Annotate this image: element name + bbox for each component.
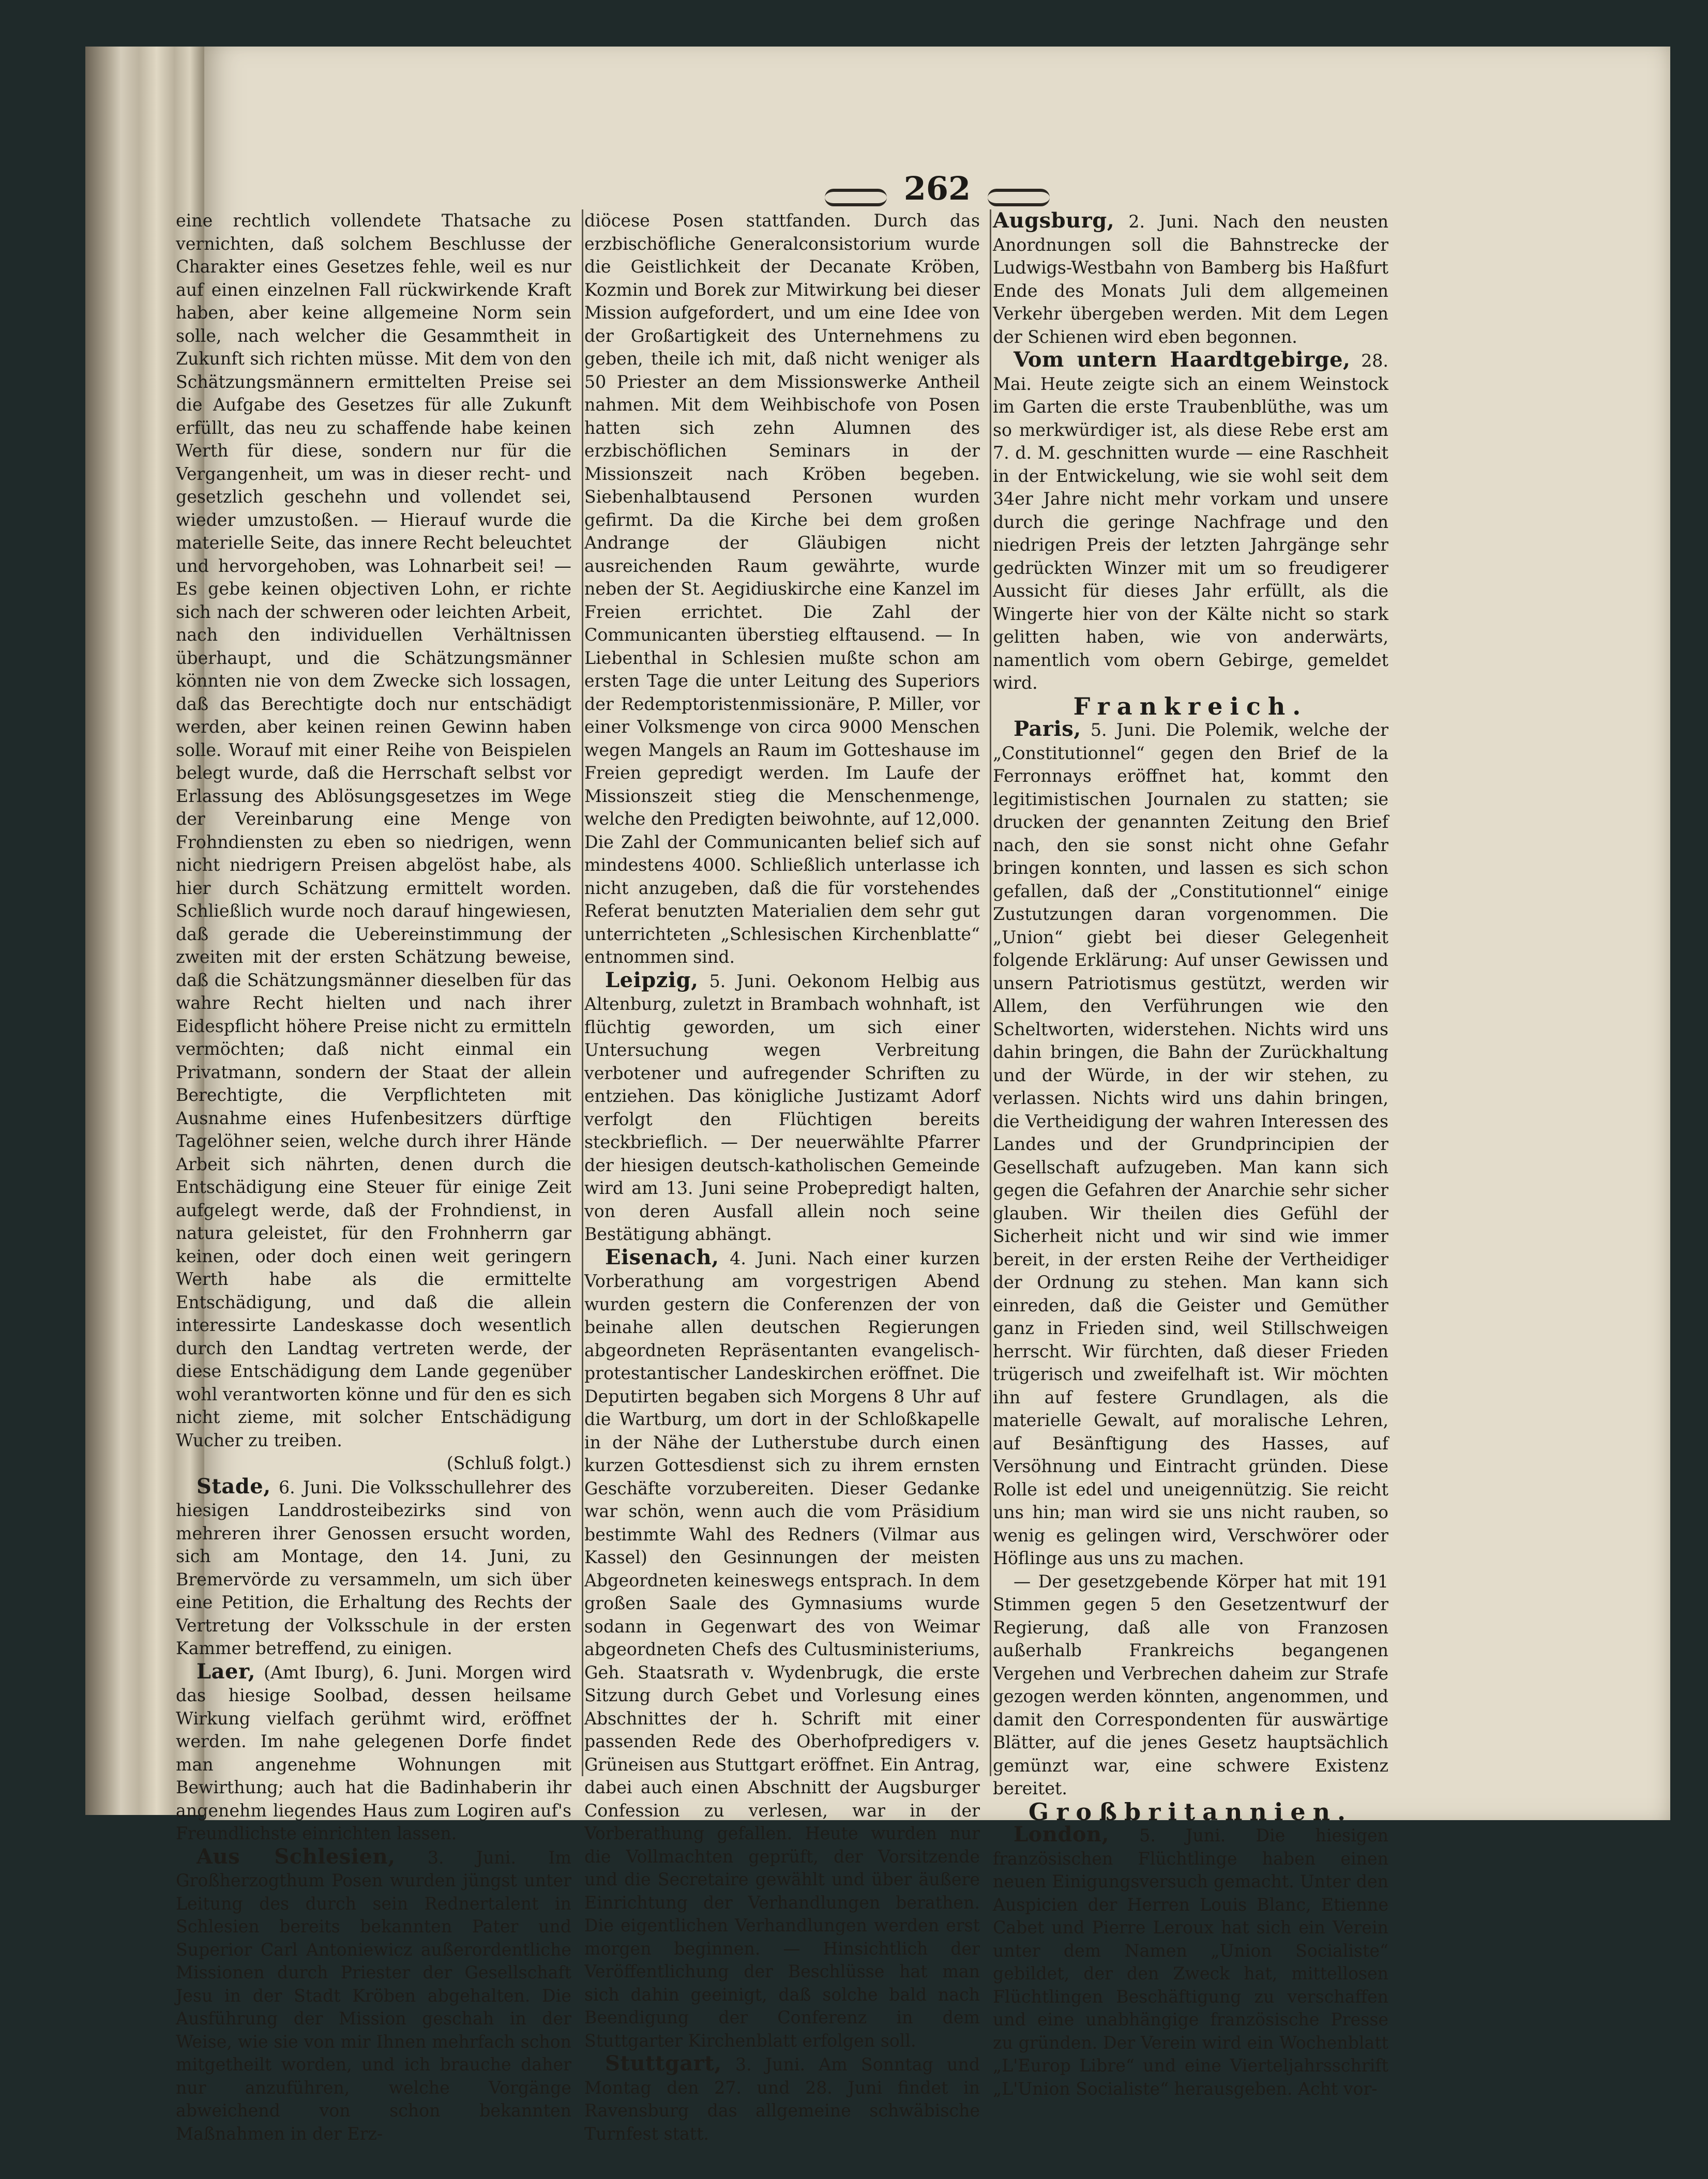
news-item-text: 6. Juni. Die Volksschullehrer des hiesigen Landdrosteibezirks sind von mehreren ihrer Genossen ersucht worden, sich am Montage, den 14. Juni, zu Bremervörde zu versammeln, um sich über eine Petition, die Erhaltung des Rechts der Vertretung der Volksschule in der ersten Kammer betreffend, zu einigen. <box>176 1477 571 1658</box>
dateline-place: Stade, <box>197 1474 271 1499</box>
paragraph: — Der gesetzgebende Körper hat mit 191 Stimmen gegen 5 den Gesetzentwurf der Regierung, daß alle von Franzosen außerhalb Frankreichs begangenen Vergehen und Verbrechen daheim zur Strafe gezogen werden könnten, angenommen, und damit den Correspondenten für auswärtige Blätter, auf die jenes Gesetz hauptsächlich gemünzt war, eine schwere Existenz bereitet. <box>993 1571 1388 1798</box>
dateline-place: Leipzig, <box>605 967 699 992</box>
section-heading: Großbritannien. <box>1028 1797 1353 1826</box>
news-item-text: 2. Juni. Nach den neusten Anordnungen soll die Bahnstrecke der Ludwigs-Westbahn von Bamberg bis Haßfurt Ende des Monats Juli dem allgemeinen Verkehr übergeben werden. Mit dem Legen der Schienen wird eben begonnen. <box>993 211 1388 347</box>
column-divider <box>582 209 583 1776</box>
dateline-place: Augsburg, <box>993 208 1115 233</box>
text-column-2 <box>584 209 980 2144</box>
news-item <box>993 349 1388 695</box>
dateline-place: Aus Schlesien, <box>197 1844 396 1869</box>
news-item-text: 3. Juni. Am Sonntag und Montag den 27. und 28. Juni findet in Ravensburg das allgemeine schwäbische Turnfest statt. <box>584 2054 980 2144</box>
news-item <box>176 1660 571 1845</box>
dateline-place: Vom untern Haardtgebirge, <box>1014 347 1351 372</box>
page-number: 262 <box>903 170 971 207</box>
news-item <box>584 1246 980 2053</box>
ornament-right-icon <box>988 189 1050 206</box>
dateline-place: London, <box>1014 1822 1110 1847</box>
column-divider <box>990 209 991 1776</box>
news-item <box>584 969 980 1246</box>
news-item-text: 3. Juni. Im Großherzogthum Posen wurden jüngst unter Leitung des durch sein Rednertalent in Schlesien bereits bekannten Pater und Superior Carl Antoniewicz außerordentliche Missionen durch Priester der Gesellschaft Jesu in der Stadt Kröben abgehalten. Die Ausführung der Mission geschah in der Weise, wie sie von mir Ihnen mehrfach schon mitgetheilt worden, und ich brauche daher nur anzuführen, welche Vorgänge abweichend von schon bekannten Maßnahmen in der Erz- <box>176 1847 571 2144</box>
news-item <box>176 1475 571 1660</box>
news-item-text: (Amt Iburg), 6. Juni. Morgen wird das hiesige Soolbad, dessen heilsame Wirkung vielfach gerühmt wird, eröffnet werden. Im nahe gelegenen Dorfe findet man angenehme Wohnungen mit Bewirthung; auch hat die Badinhaberin ihr angenehm liegendes Haus zum Logiren auf's Freundlichste einrichten lassen. <box>176 1662 571 1843</box>
news-item <box>993 1823 1388 2100</box>
news-item-text: 28. Mai. Heute zeigte sich an einem Weinstock im Garten die erste Traubenblüthe, was um so merkwürdiger ist, als diese Rebe erst am 7. d. M. geschnitten wurde — eine Raschheit in der Entwickelung, wie sie wohl seit dem 34er Jahre nicht mehr vorkam und unsere durch die geringe Nachfrage und den niedrigen Preis der letzten Jahrgänge sehr gedrückten Winzer mit um so freudigerer Aussicht für dieses Jahr erfüllt, als die Wingerte hier von der Kälte nicht so stark gelitten haben, wie von anderwärts, namentlich vom obern Gebirge, gemeldet wird. <box>993 351 1388 693</box>
dateline-place: Laer, <box>197 1659 256 1684</box>
continuation-note: (Schluß folgt.) <box>446 1453 571 1473</box>
text-column-3 <box>993 208 1388 2099</box>
paragraph: diöcese Posen stattfanden. Durch das erzbischöfliche Generalconsistorium wurde die Geistlichkeit der Decanate Kröben, Kozmin und Borek zur Mitwirkung bei dieser Mission aufgefordert, und um eine Idee von der Großartigkeit des Unternehmens zu geben, theile ich mit, daß nicht weniger als 50 Priester an dem Missionswerke Antheil nahmen. Mit dem Weihbischofe von Posen hatten sich zehn Alumnen des erzbischöflichen Seminars in der Missionszeit nach Kröben begeben. Siebenhalbtausend Personen wurden gefirmt. Da die Kirche bei dem großen Andrange der Gläubigen nicht ausreichenden Raum gewährte, wurde neben der St. Aegidiuskirche eine Kanzel im Freien errichtet. Die Zahl der Communicanten überstieg elftausend. — In Liebenthal in Schlesien mußte schon am ersten Tage die unter Leitung des Superiors der Redemptoristenmissionäre, P. Miller, vor einer Volksmenge von circa 9000 Menschen wegen Mangels an Raum im Gotteshause im Freien gepredigt werden. Im Laufe der Missionszeit stieg die Menschenmenge, welche den Predigten beiwohnte, auf 12,000. Die Zahl der Communicanten belief sich auf mindestens 4000. Schließlich unterlasse ich nicht anzugeben, daß die für vorstehendes Referat benutzten Materialien dem sehr gut unterrichteten „Schlesischen Kirchenblatte“ entnommen sind. <box>584 210 980 967</box>
news-item <box>993 718 1388 1570</box>
news-item <box>993 209 1388 349</box>
news-item-text: 5. Juni. Oekonom Helbig aus Altenburg, zuletzt in Brambach wohnhaft, ist flüchtig geworden, um sich einer Untersuchung wegen Verbreitung verbotener und aufregender Schriften zu entziehen. Das königliche Justizamt Adorf verfolgt den Flüchtigen bereits steckbrieflich. — Der neuerwählte Pfarrer der hiesigen deutsch-katholischen Gemeinde wird am 13. Juni seine Probepredigt halten, von deren Ausfall allein noch seine Bestätigung abhängt. <box>584 971 980 1244</box>
section-heading: Frankreich. <box>1073 692 1308 720</box>
paragraph: eine rechtlich vollendete Thatsache zu vernichten, daß solchem Beschlusse der Charakter eines Gesetzes fehle, weil es nur auf einen einzelnen Fall rückwirkende Kraft haben, aber keine allgemeine Norm sein solle, nach welcher die Gesammtheit in Zukunft sich richten müsse. Mit dem von den Schätzungsmännern ermittelten Preise sei die Aufgabe des Gesetzes für alle Zukunft erfüllt, das neu zu schaffende habe keinen Werth für diese, sondern nur für die Vergangenheit, um was in dieser recht- und gesetzlich geschehn und vollendet sei, wieder umzustoßen. — Hierauf wurde die materielle Seite, das innere Recht beleuchtet und hervorgehoben, was Lohnarbeit sei! — Es gebe keinen objectiven Lohn, er richte sich nach der schweren oder leichten Arbeit, nach den individuellen Verhältnissen überhaupt, und die Schätzungsmänner könnten nie von dem Zwecke sich lossagen, daß das Berechtigte doch nur entschädigt werden, aber keinen reinen Gewinn haben solle. Worauf mit einer Reihe von Beispielen belegt wurde, daß die Herrschaft selbst vor Erlassung des Ablösungsgesetzes im Wege der Vereinbarung eine Menge von Frohndiensten zu eben so niedrigen, wenn nicht niedrigern Preisen abgelöst habe, als hier durch Schätzung ermittelt worden. Schließlich wurde noch darauf hingewiesen, daß gerade die Uebereinstimmung der zweiten mit der ersten Schätzung beweise, daß die Schätzungsmänner dieselben für das wahre Recht hielten und nach ihrer Eidespflicht höhere Preise nicht zu ermitteln vermöchten; daß nicht einmal ein Privatmann, sondern der Staat der allein Berechtigte, die Verpflichteten mit Ausnahme eines Hufenbesitzers dürftige Tagelöhner seien, welche durch ihrer Hände Arbeit sich nährten, denen durch die Entschädigung eine Steuer für einige Zeit aufgelegt werde, daß der Frohndienst, in natura geleistet, für den Frohnherrn gar keinen, oder doch einen weit geringern Werth habe als die ermittelte Entschädigung, und daß die allein interessirte Landeskasse doch wesentlich durch den Landtag vertreten werde, der diese Entschädigung dem Lande gegenüber wohl verantworten könne und für den es sich nicht zieme, mit solcher Entschädigung Wucher zu treiben. <box>176 210 571 1450</box>
text-column-1 <box>176 209 571 2144</box>
news-item <box>584 2052 980 2145</box>
news-item-text: 4. Juni. Nach einer kurzen Vorberathung am vorgestrigen Abend wurden gestern die Conferenzen der von beinahe allen deutschen Regierungen abgeordneten Repräsentanten evangelisch-protestantischer Landeskirchen eröffnet. Die Deputirten begaben sich Morgens 8 Uhr auf die Wartburg, um dort in der Schloßkapelle in der Nähe der Lutherstube durch einen kurzen Gottesdienst sich zu ihrem ernsten Geschäfte vorzubereiten. Dieser Gedanke war schön, wenn auch die vom Präsidium bestimmte Wahl des Redners (Vilmar aus Kassel) den Gesinnungen der meisten Abgeordneten keineswegs entsprach. In dem großen Saale des Gymnasiums wurde sodann in Gegenwart des von Weimar abgeordneten Chefs des Cultusministeriums, Geh. Staatsrath v. Wydenbrugk, die erste Sitzung durch Gebet und Vorlesung eines Abschnittes der h. Schrift mit einer passenden Rede des Oberhofpredigers v. Grüneisen aus Stuttgart eröffnet. Ein Antrag, dabei auch einen Abschnitt der Augsburger Confession zu verlesen, war in der Vorberathung gefallen. Heute wurden nur die Vollmachten geprüft, der Vorsitzende und die Secretaire gewählt und über äußere Einrichtung der Verhandlungen berathen. Die eigentlichen Verhandlungen werden erst morgen beginnen. — Hinsichtlich der Veröffentlichung der Beschlüsse hat man sich dahin geeinigt, daß solche bald nach Beendigung der Conferenz in dem Stuttgarter Kirchenblatt erfolgen soll. <box>584 1248 980 2051</box>
news-item-text: 5. Juni. Die Polemik, welche der „Constitutionnel“ gegen den Brief de la Ferronnays eröffnet hat, kommt den legitimistischen Journalen zu statten; sie drucken der genannten Zeitung den Brief nach, den sie sonst nicht ohne Gefahr bringen konnten, und lassen es sich schon gefallen, daß der „Constitutionnel“ einige Zustutzungen daran vorgenommen. Die „Union“ giebt bei dieser Gelegenheit folgende Erklärung: Auf unser Gewissen und unsern Patriotismus gestützt, werden wir Allem, den Verführungen wie den Scheltworten, widerstehen. Nichts wird uns dahin bringen, die Bahn der Zurückhaltung und der Würde, in der wir stehen, zu verlassen. Nichts wird uns dahin bringen, die Vertheidigung der wahren Interessen des Landes und der Grundprincipien der Gesellschaft aufzugeben. Man kann sich gegen die Gefahren der Anarchie sehr sicher glauben. Wir theilen dies Gefühl der Sicherheit nicht und wir sind wie immer bereit, in der ersten Reihe der Vertheidiger der Ordnung zu stehen. Man kann sich einreden, daß die Geister und Gemüther ganz in Frieden sind, weil Stillschweigen herrscht. Wir fürchten, daß dieser Frieden trügerisch und zweifelhaft ist. Wir möchten ihn auf festere Grundlagen, als die materielle Gewalt, auf moralische Lehren, auf Besänftigung des Hasses, auf Versöhnung und Eintracht gründen. Diese Rolle ist edel und uneigennützig. Sie reicht uns hin; man wird sie uns nicht rauben, so wenig es gelingen wird, Verschwörer oder Höflinge aus uns zu machen. <box>993 720 1388 1568</box>
news-item-text: 5. Juni. Die hiesigen französischen Flüchtlinge haben einen neuen Einigungsversuch gemacht. Unter den Auspicien der Herren Louis Blanc, Etienne Cabet und Pierre Leroux hat sich ein Verein unter dem Namen „Union Socialiste“ gebildet, der den Zweck hat, mittellosen Flüchtlingen Beschäftigung zu verschaffen und eine unabhängige französische Presse zu gründen. Der Verein wird ein Wochenblatt „L'Europ Libre“ und eine Vierteljahrsschrift „L'Union Socialiste“ herausgeben. Acht vor- <box>993 1825 1388 2099</box>
dateline-place: Paris, <box>1014 717 1081 741</box>
dateline-place: Stuttgart, <box>605 2051 722 2076</box>
ornament-left-icon <box>825 189 887 206</box>
dateline-place: Eisenach, <box>605 1245 719 1269</box>
news-item <box>176 1845 571 2146</box>
